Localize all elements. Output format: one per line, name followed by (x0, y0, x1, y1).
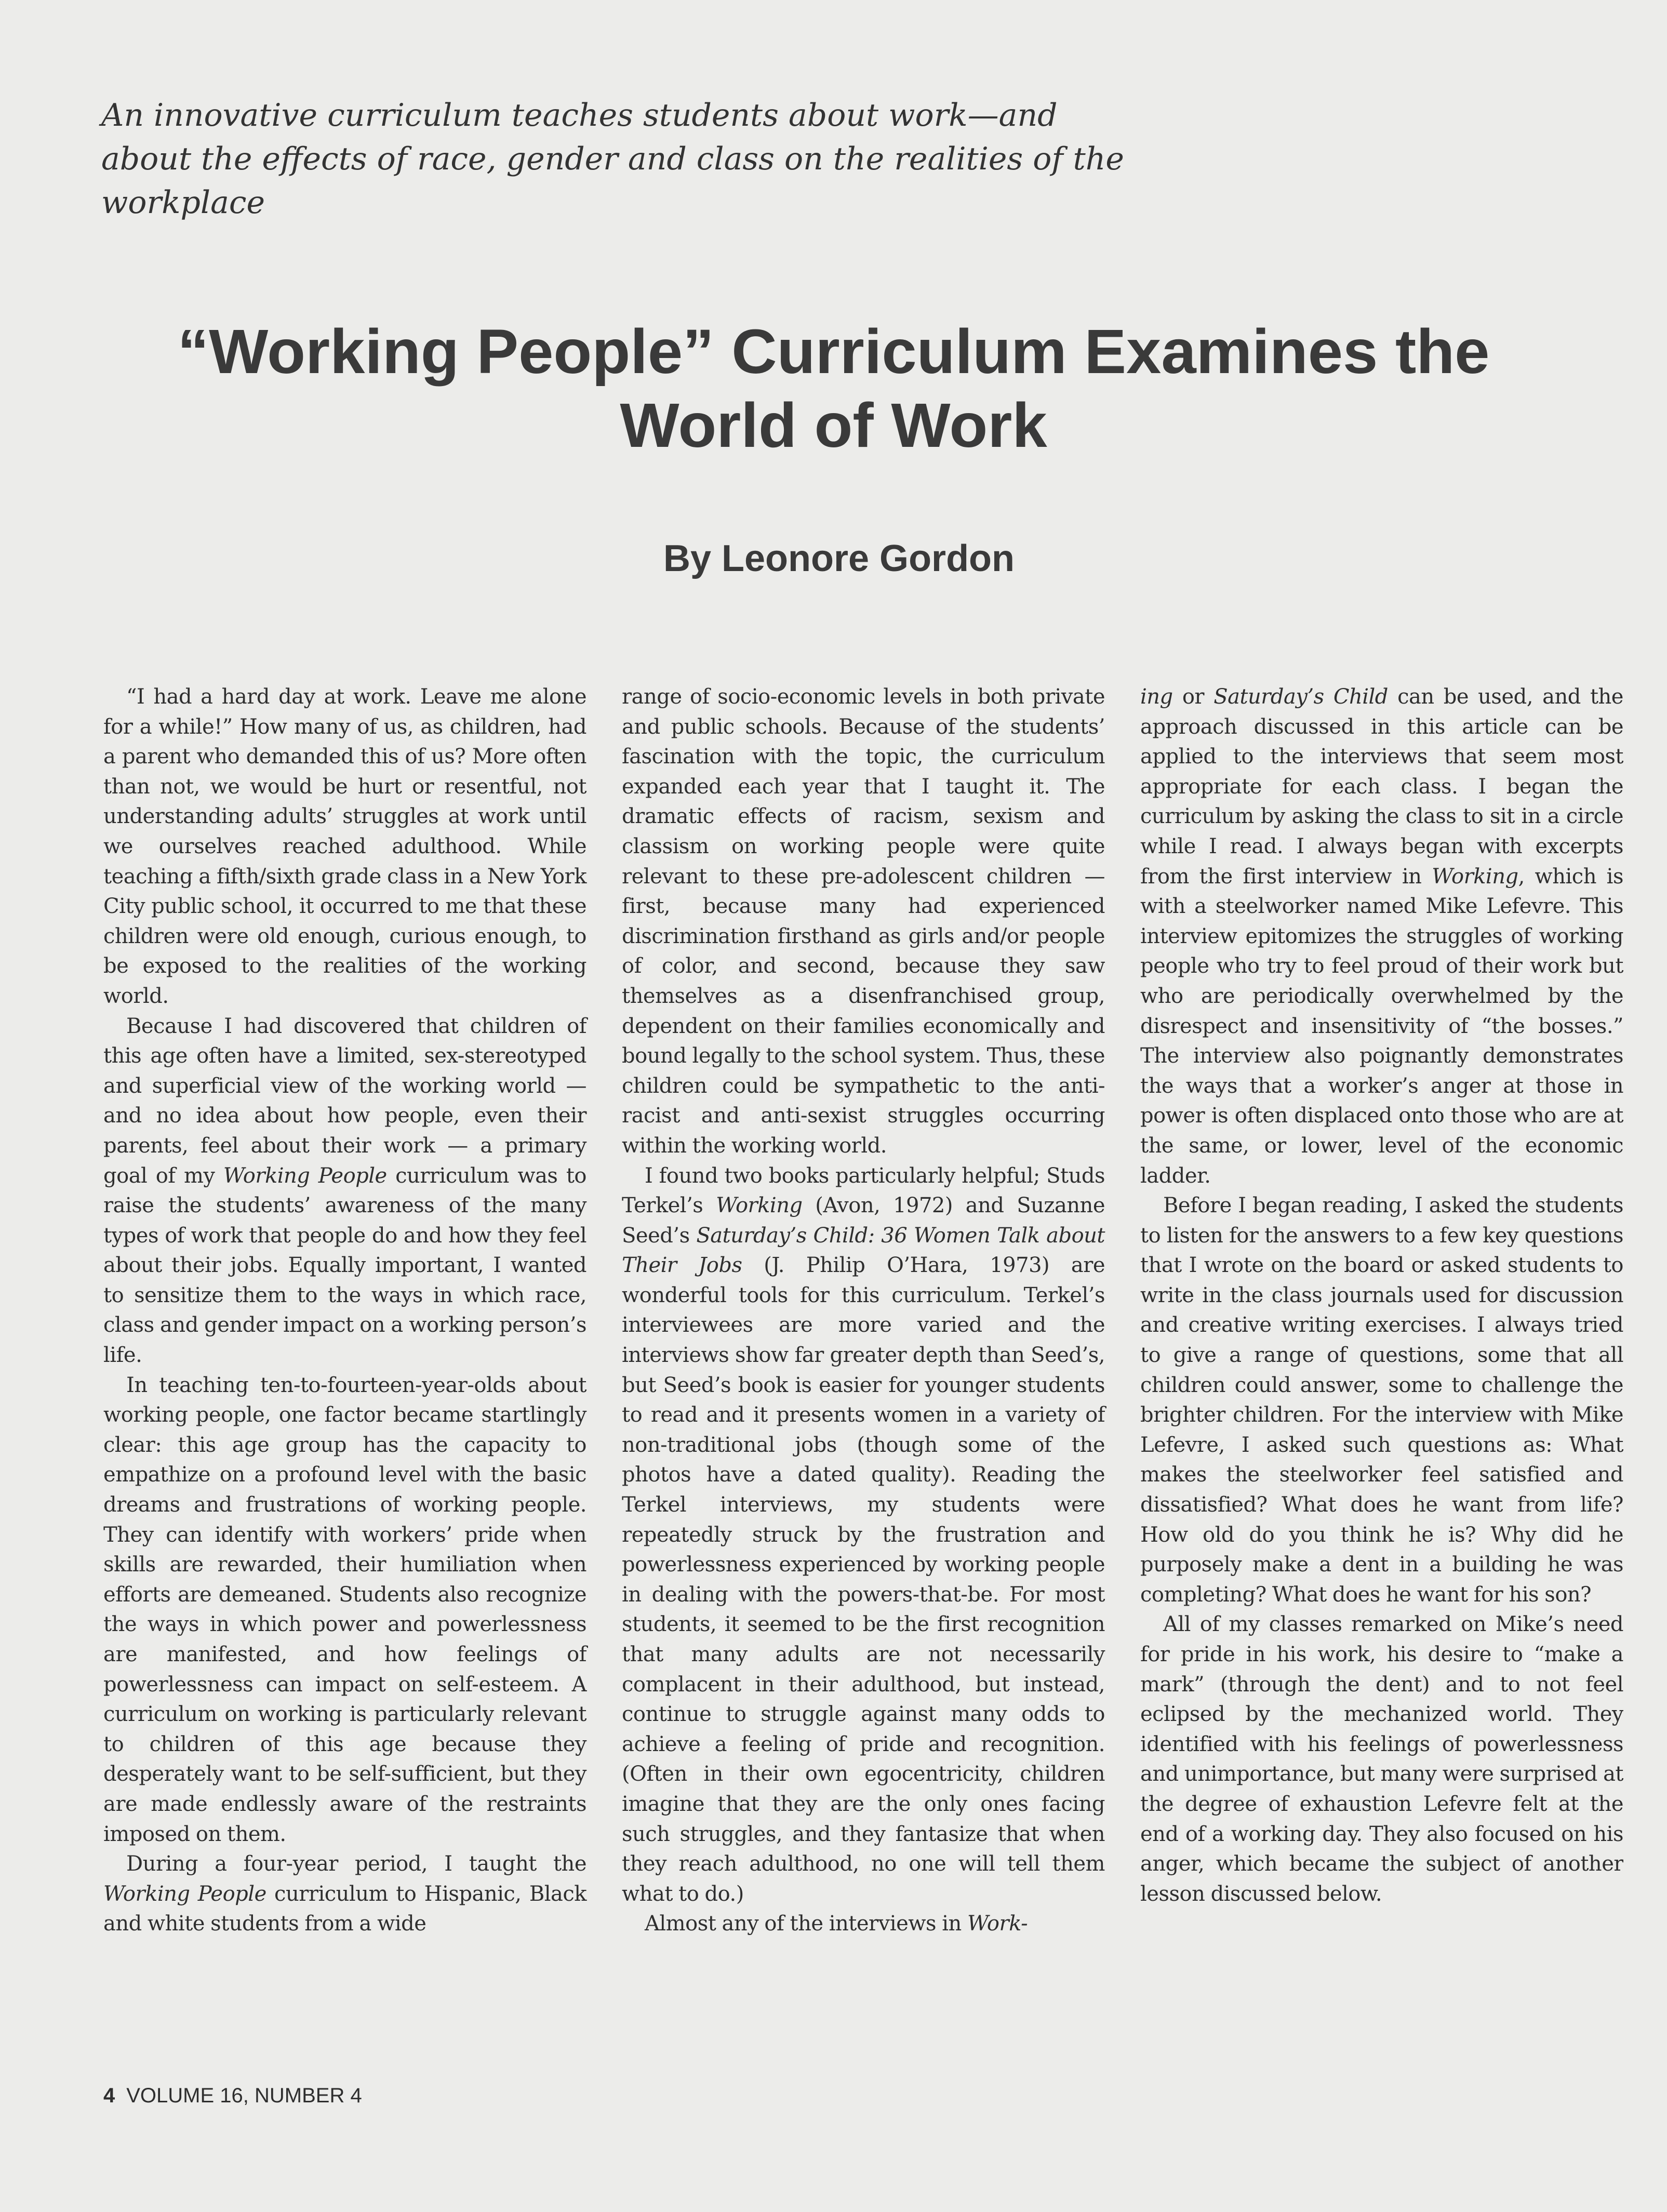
body-paragraph (103, 1849, 586, 1939)
body-paragraph (622, 1909, 1105, 1939)
body-paragraph (1140, 1191, 1623, 1610)
issue-label: VOLUME 16, NUMBER 4 (126, 2084, 362, 2107)
text-run: (J. Philip O’Hara, 1973) are wonderful tools for this curriculum. Terkel’s interviewees are more varied and the interviews show far greater depth than Seed’s, but Seed’s book is easier for younger students to read and it presents women in a variety of non-traditional jobs (though some of the photos have a dated quality). Reading the Terkel interviews, my students were repeatedly struck by the frustration and powerlessness experienced by working people in dealing with the powers-that-be. For most students, it seemed to be the first recognition that many adults are not necessarily complacent in their adulthood, but instead, continue to struggle against many odds to achieve a feeling of pride and recognition. (Often in their own egocentricity, children imagine that they are the only ones facing such struggles, and they fantasize that when they reach adulthood, no one will tell them what to do.) (622, 1253, 1105, 1906)
text-run: or (1172, 685, 1214, 709)
text-run: can be used, and the approach discussed in this article can be applied to the interviews that seem most appropriate for each class. I began the curriculum by asking the class to sit in a circle while I read. I always began with excerpts from the first interview in (1140, 685, 1623, 889)
italic-text: Saturday’s Child: 36 Women Talk about Their Jobs (622, 1223, 1105, 1278)
page-number: 4 (103, 2084, 115, 2107)
body-paragraph (103, 682, 586, 1012)
body-paragraph (1140, 1610, 1623, 1909)
italic-text: Working (716, 1194, 803, 1218)
article-body (103, 682, 1623, 2049)
body-paragraph (103, 1371, 586, 1850)
text-run: All of my classes remarked on Mike’s need for pride in his work, his desire to “make a mark” (through the dent) and to not feel eclipsed by the mechanized world. They identified with his feelings of powerlessness and unimportance, but many were surprised at the degree of exhaustion Lefevre felt at the end of a working day. They also focused on his anger, which became the subject of another lesson discussed below. (1140, 1612, 1623, 1906)
text-run: Before I began reading, I asked the students to listen for the answers to a few key questions that I wrote on the board or asked students to write in the class journals used for discussion and creative writing exercises. I always tried to give a range of questions, some that all children could answer, some to challenge the brighter children. For the interview with Mike Lefevre, I asked such questions as: What makes the steelworker feel satisfied and dissatisfied? What does he want from life? How old do you think he is? Why did he purposely make a dent in a building he was completing? What does he want for his son? (1140, 1194, 1623, 1607)
italic-text: ing (1140, 685, 1173, 709)
text-run: range of socio-economic levels in both private and public schools. Because of the students’ fascination with the topic, the curriculum expanded each year that I taught it. The dramatic effects of racism, sexism and classism on working people were quite relevant to these pre-adolescent children — first, because many had experienced discrimination firsthand as girls and/or people of color, and second, because they saw themselves as a disenfranchised group, dependent on their families economically and bound legally to the school system. Thus, these children could be sympathetic to the anti-racist and anti-sexist struggles occurring within the working world. (622, 685, 1105, 1158)
text-run: I found two books particularly helpful; Studs Terkel’s (622, 1163, 1105, 1218)
article-byline: By Leonore Gordon (663, 538, 1015, 579)
article-title: “Working People” Curriculum Examines the World of Work (177, 316, 1490, 460)
body-paragraph (622, 682, 1105, 1161)
text-run: In teaching ten-to-fourteen-year-olds about working people, one factor became startlingly clear: this age group has the capacity to empathize on a profound level with the basic dreams and frustrations of working people. They can identify with workers’ pride when skills are rewarded, their humiliation when efforts are demeaned. Students also recognize the ways in which power and powerlessness are manifested, and how feelings of powerlessness can impact on self-esteem. A curriculum on working is particularly relevant to children of this age because they desperately want to be self-sufficient, but they are made endlessly aware of the restraints imposed on them. (103, 1373, 586, 1846)
body-paragraph (1140, 682, 1623, 1191)
text-run: During a four-year period, I taught the (126, 1852, 586, 1876)
article-deck: An innovative curriculum teaches students about work—and about the effects of race, gender and class on the realities of the workplace (101, 97, 1124, 221)
text-run: (Avon, 1972) and Suzanne Seed’s (622, 1194, 1105, 1248)
text-run: curriculum was to raise the students’ awareness of the many types of work that people do and how they feel about their jobs. Equally important, I wanted to sensitize them to the ways in which race, class and gender impact on a working person’s life. (103, 1163, 587, 1368)
text-run: , which is with a steelworker named Mike Lefevre. This interview epitomizes the struggles of working people who try to feel proud of their work but who are periodically overwhelmed by the disrespect and insensitivity of “the bosses.” The interview also poignantly demonstrates the ways that a worker’s anger at those in power is often displaced onto those who are at the same, or lower, level of the economic ladder. (1140, 864, 1623, 1188)
text-run: “I had a hard day at work. Leave me alone for a while!” How many of us, as children, had a parent who demanded this of us? More often than not, we would be hurt or resentful, not understanding adults’ struggles at work until we ourselves reached adulthood. While teaching a fifth/sixth grade class in a New York City public school, it occurred to me that these children were old enough, curious enough, to be exposed to the realities of the working world. (103, 685, 586, 1008)
italic-text: Working (1432, 864, 1518, 889)
text-run: Because I had discovered that children of this age often have a limited, sex-stereotyped and superficial view of the working world — and no idea about how people, even their parents, feel about their work — a primary goal of my (103, 1014, 586, 1188)
italic-text: Saturday’s Child (1213, 685, 1388, 709)
body-paragraph (622, 1161, 1105, 1910)
italic-text: Working People (103, 1882, 266, 1906)
text-column-2 (622, 682, 1105, 2049)
text-column-1 (103, 682, 586, 2049)
page-footer (103, 2081, 571, 2110)
text-run: curriculum to Hispanic, Black and white students from a wide (103, 1882, 586, 1936)
italic-text: Work- (967, 1912, 1028, 1936)
body-paragraph (103, 1012, 586, 1371)
italic-text: Working People (223, 1163, 387, 1188)
text-column-3 (1140, 682, 1623, 2049)
text-run: Almost any of the interviews in (645, 1912, 967, 1936)
